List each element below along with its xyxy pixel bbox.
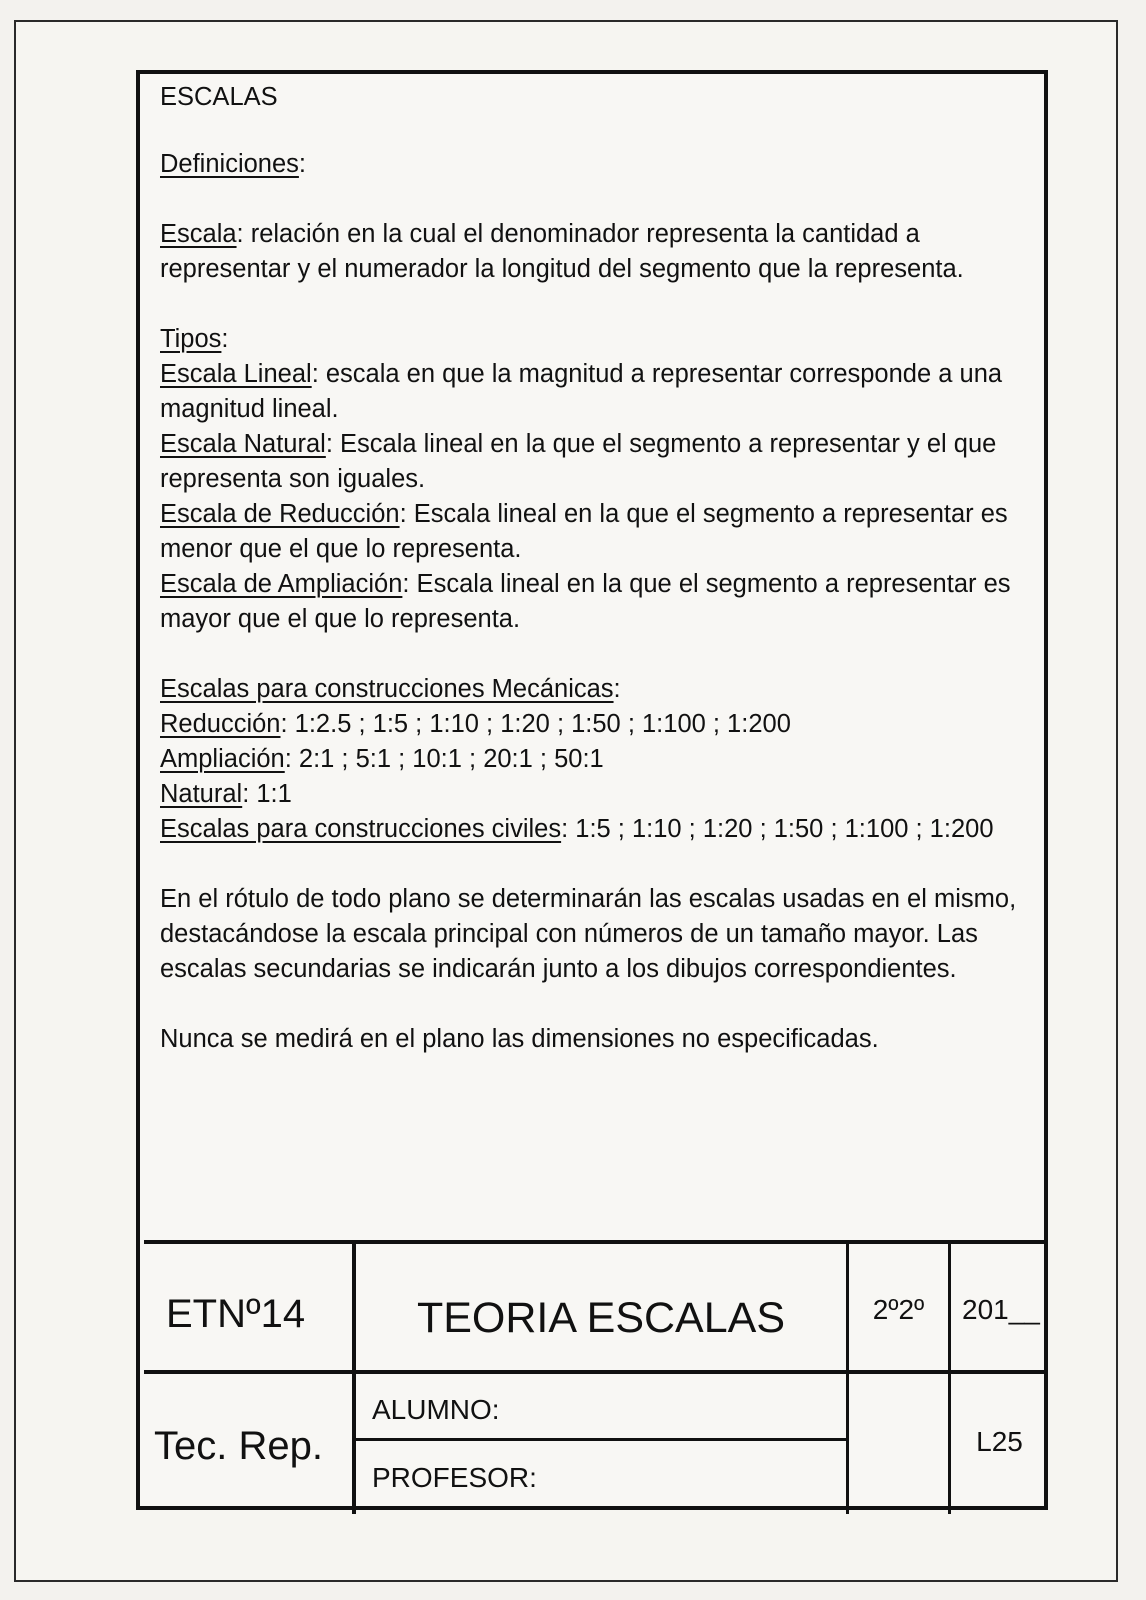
ampliacion-line	[160, 742, 1040, 777]
mecanicas-heading: Escalas para construcciones Mecánicas:	[160, 675, 621, 703]
reduccion-line	[160, 707, 1040, 742]
tipo-text: : Escala lineal en la que el segmento a representar es mayor que el que lo representa.	[160, 570, 1011, 633]
title-block-divider	[846, 1244, 849, 1514]
tipo-term: Escala de Ampliación	[160, 570, 403, 598]
title-block-divider	[948, 1244, 951, 1514]
tipo-reduccion	[160, 497, 1040, 567]
sheet-title: TEORIA ESCALAS	[416, 1294, 786, 1342]
escala-definition	[160, 217, 1040, 287]
sheet-code: L25	[976, 1426, 1023, 1457]
profesor-label: PROFESOR:	[372, 1462, 537, 1493]
natural-line	[160, 777, 1040, 812]
alumno-label: ALUMNO:	[372, 1394, 500, 1425]
tipo-term: Escala de Reducción	[160, 500, 400, 528]
title-block-divider	[356, 1438, 846, 1441]
year-field: 201__	[962, 1294, 1040, 1325]
tipo-natural	[160, 427, 1040, 497]
escala-def-text: : relación en la cual el denominador representa la cantidad a representar y el numerador la longitud del segmento que la representa.	[160, 220, 964, 283]
rotulo-paragraph: En el rótulo de todo plano se determinarán las escalas usadas en el mismo, destacándose la escala principal con números de un tamaño mayor. Las escalas secundarias se indicarán junto a los dibujos correspondientes.	[160, 885, 1017, 983]
ampliacion-values: : 2:1 ; 5:1 ; 10:1 ; 20:1 ; 50:1	[284, 745, 604, 773]
reduccion-values: : 1:2.5 ; 1:5 ; 1:10 ; 1:20 ; 1:50 ; 1:100 ; 1:200	[280, 710, 791, 738]
civiles-term: Escalas para construcciones civiles	[160, 815, 562, 843]
title-block	[144, 1240, 1048, 1510]
nunca-paragraph: Nunca se medirá en el plano las dimensiones no especificadas.	[160, 1025, 879, 1053]
title-block-divider	[144, 1370, 1048, 1374]
reduccion-term: Reducción	[160, 710, 281, 738]
tipo-text: : escala en que la magnitud a representar corresponde a una magnitud lineal.	[160, 360, 1003, 423]
subject-name: Tec. Rep.	[154, 1424, 323, 1468]
natural-term: Natural	[160, 780, 243, 808]
tipo-text: : Escala lineal en la que el segmento a representar y el que representa son iguales.	[160, 430, 997, 493]
page-heading: ESCALAS	[160, 83, 278, 111]
tipo-term: Escala Natural	[160, 430, 326, 458]
tipos-heading: Tipos:	[160, 325, 229, 353]
tipo-term: Escala Lineal	[160, 360, 312, 388]
natural-values: : 1:1	[242, 780, 292, 808]
school-name: ETNº14	[166, 1292, 306, 1336]
tipo-ampliacion	[160, 567, 1040, 637]
tipo-text: : Escala lineal en la que el segmento a representar es menor que el que lo representa.	[160, 500, 1008, 563]
civiles-line	[160, 812, 1040, 847]
definiciones-heading: Definiciones:	[160, 150, 306, 178]
definiciones-label: Definiciones	[160, 150, 299, 178]
title-block-divider	[352, 1244, 356, 1514]
document-body	[160, 80, 1040, 1057]
civiles-values: : 1:5 ; 1:10 ; 1:20 ; 1:50 ; 1:100 ; 1:200	[561, 815, 994, 843]
tipo-lineal	[160, 357, 1040, 427]
course-code: 2º2º	[872, 1294, 925, 1325]
escala-term: Escala	[160, 220, 237, 248]
mecanicas-label: Escalas para construcciones Mecánicas	[160, 675, 614, 703]
tipos-label: Tipos	[160, 325, 222, 353]
ampliacion-term: Ampliación	[160, 745, 285, 773]
